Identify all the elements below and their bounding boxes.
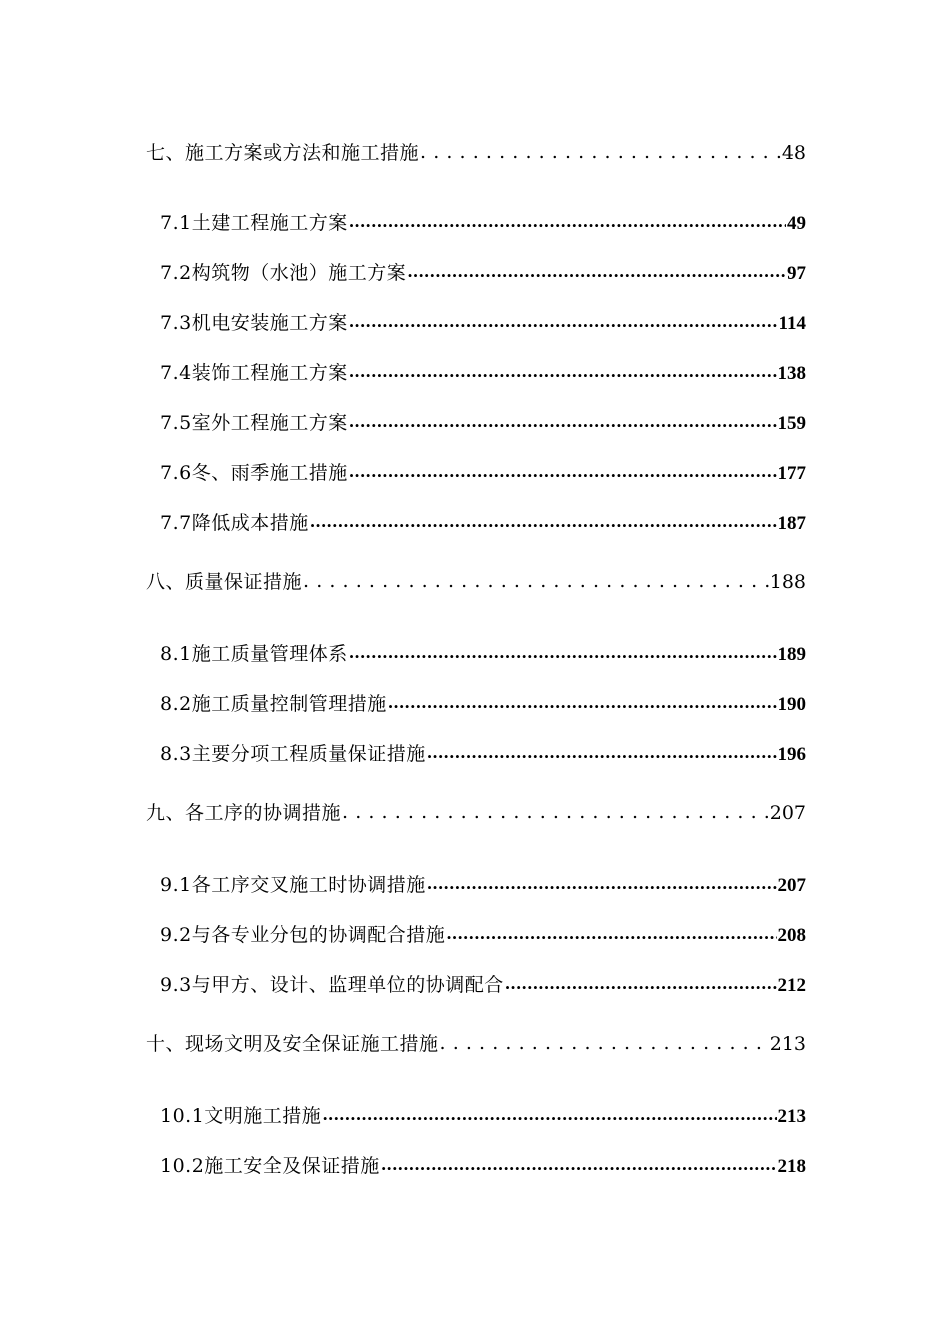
toc-entry-title: 七、施工方案或方法和施工措施 xyxy=(146,142,420,164)
dot-leader xyxy=(381,1152,777,1172)
toc-page-number: 159 xyxy=(777,413,806,434)
toc-entry-title: 7.5室外工程施工方案 xyxy=(160,412,348,434)
toc-section-8-2[interactable] xyxy=(160,690,806,716)
dot-leader xyxy=(420,139,781,159)
dot-leader xyxy=(388,690,777,710)
toc-entry-title: 9.3与甲方、设计、监理单位的协调配合 xyxy=(160,974,504,996)
dot-leader xyxy=(303,568,769,588)
toc-entry-title: 7.2构筑物（水池）施工方案 xyxy=(160,262,407,284)
dot-leader xyxy=(349,359,777,379)
toc-section-7-1[interactable] xyxy=(160,209,806,235)
dot-leader xyxy=(446,921,776,941)
dot-leader xyxy=(310,509,777,529)
toc-section-9-1[interactable] xyxy=(160,871,806,897)
toc-entry-title: 九、各工序的协调措施 xyxy=(146,802,342,824)
dot-leader xyxy=(505,971,777,991)
toc-page-number: 212 xyxy=(777,975,806,996)
dot-leader xyxy=(440,1030,769,1050)
toc-page-number: 189 xyxy=(777,644,806,665)
toc-section-7-7[interactable] xyxy=(160,509,806,535)
toc-entry-title: 7.4装饰工程施工方案 xyxy=(160,362,348,384)
toc-entry-title: 7.6冬、雨季施工措施 xyxy=(160,462,348,484)
dot-leader xyxy=(349,209,786,229)
toc-page-number: 207 xyxy=(777,875,806,896)
toc-page-number: 48 xyxy=(781,142,806,164)
toc-page-number: 187 xyxy=(777,513,806,534)
toc-entry-title: 八、质量保证措施 xyxy=(146,571,303,593)
toc-page-number: 97 xyxy=(787,263,806,284)
dot-leader xyxy=(349,309,778,329)
toc-entry-title: 8.1施工质量管理体系 xyxy=(160,643,348,665)
toc-page-number: 177 xyxy=(777,463,806,484)
toc-page-number: 208 xyxy=(777,925,806,946)
toc-section-8-3[interactable] xyxy=(160,740,806,766)
toc-chapter-8[interactable] xyxy=(146,568,806,594)
toc-page-number: 188 xyxy=(769,571,806,593)
dot-leader xyxy=(342,799,769,819)
toc-page-number: 138 xyxy=(777,363,806,384)
toc-page-number: 196 xyxy=(777,744,806,765)
toc-entry-title: 10.2施工安全及保证措施 xyxy=(160,1155,380,1177)
dot-leader xyxy=(349,409,777,429)
toc-chapter-9[interactable] xyxy=(146,799,806,825)
toc-section-7-4[interactable] xyxy=(160,359,806,385)
toc-section-9-2[interactable] xyxy=(160,921,806,947)
toc-page-number: 190 xyxy=(777,694,806,715)
toc-entry-title: 7.1土建工程施工方案 xyxy=(160,212,348,234)
toc-section-10-2[interactable] xyxy=(160,1152,806,1178)
toc-section-7-2[interactable] xyxy=(160,259,806,285)
toc-entry-title: 7.3机电安装施工方案 xyxy=(160,312,348,334)
toc-section-10-1[interactable] xyxy=(160,1102,806,1128)
toc-section-9-3[interactable] xyxy=(160,971,806,997)
toc-chapter-10[interactable] xyxy=(146,1030,806,1056)
toc-entry-title: 9.1各工序交叉施工时协调措施 xyxy=(160,874,426,896)
toc-page-number: 207 xyxy=(769,802,806,824)
toc-section-7-3[interactable] xyxy=(160,309,806,335)
toc-page-number: 213 xyxy=(769,1033,806,1055)
toc-page-number: 218 xyxy=(777,1156,806,1177)
toc-section-8-1[interactable] xyxy=(160,640,806,666)
toc-entry-title: 9.2与各专业分包的协调配合措施 xyxy=(160,924,446,946)
toc-entry-title: 8.2施工质量控制管理措施 xyxy=(160,693,387,715)
toc-page-number: 49 xyxy=(787,213,806,234)
dot-leader xyxy=(427,740,777,760)
dot-leader xyxy=(349,459,777,479)
toc-page-number: 213 xyxy=(777,1106,806,1127)
dot-leader xyxy=(349,640,777,660)
toc-entry-title: 8.3主要分项工程质量保证措施 xyxy=(160,743,426,765)
toc-entry-title: 7.7降低成本措施 xyxy=(160,512,309,534)
dot-leader xyxy=(322,1102,776,1122)
toc-chapter-7[interactable] xyxy=(146,139,806,165)
toc-page-number: 114 xyxy=(778,313,806,334)
toc-section-7-6[interactable] xyxy=(160,459,806,485)
dot-leader xyxy=(427,871,777,891)
dot-leader xyxy=(407,259,786,279)
toc-entry-title: 十、现场文明及安全保证施工措施 xyxy=(146,1033,439,1055)
toc-section-7-5[interactable] xyxy=(160,409,806,435)
toc-entry-title: 10.1文明施工措施 xyxy=(160,1105,322,1127)
